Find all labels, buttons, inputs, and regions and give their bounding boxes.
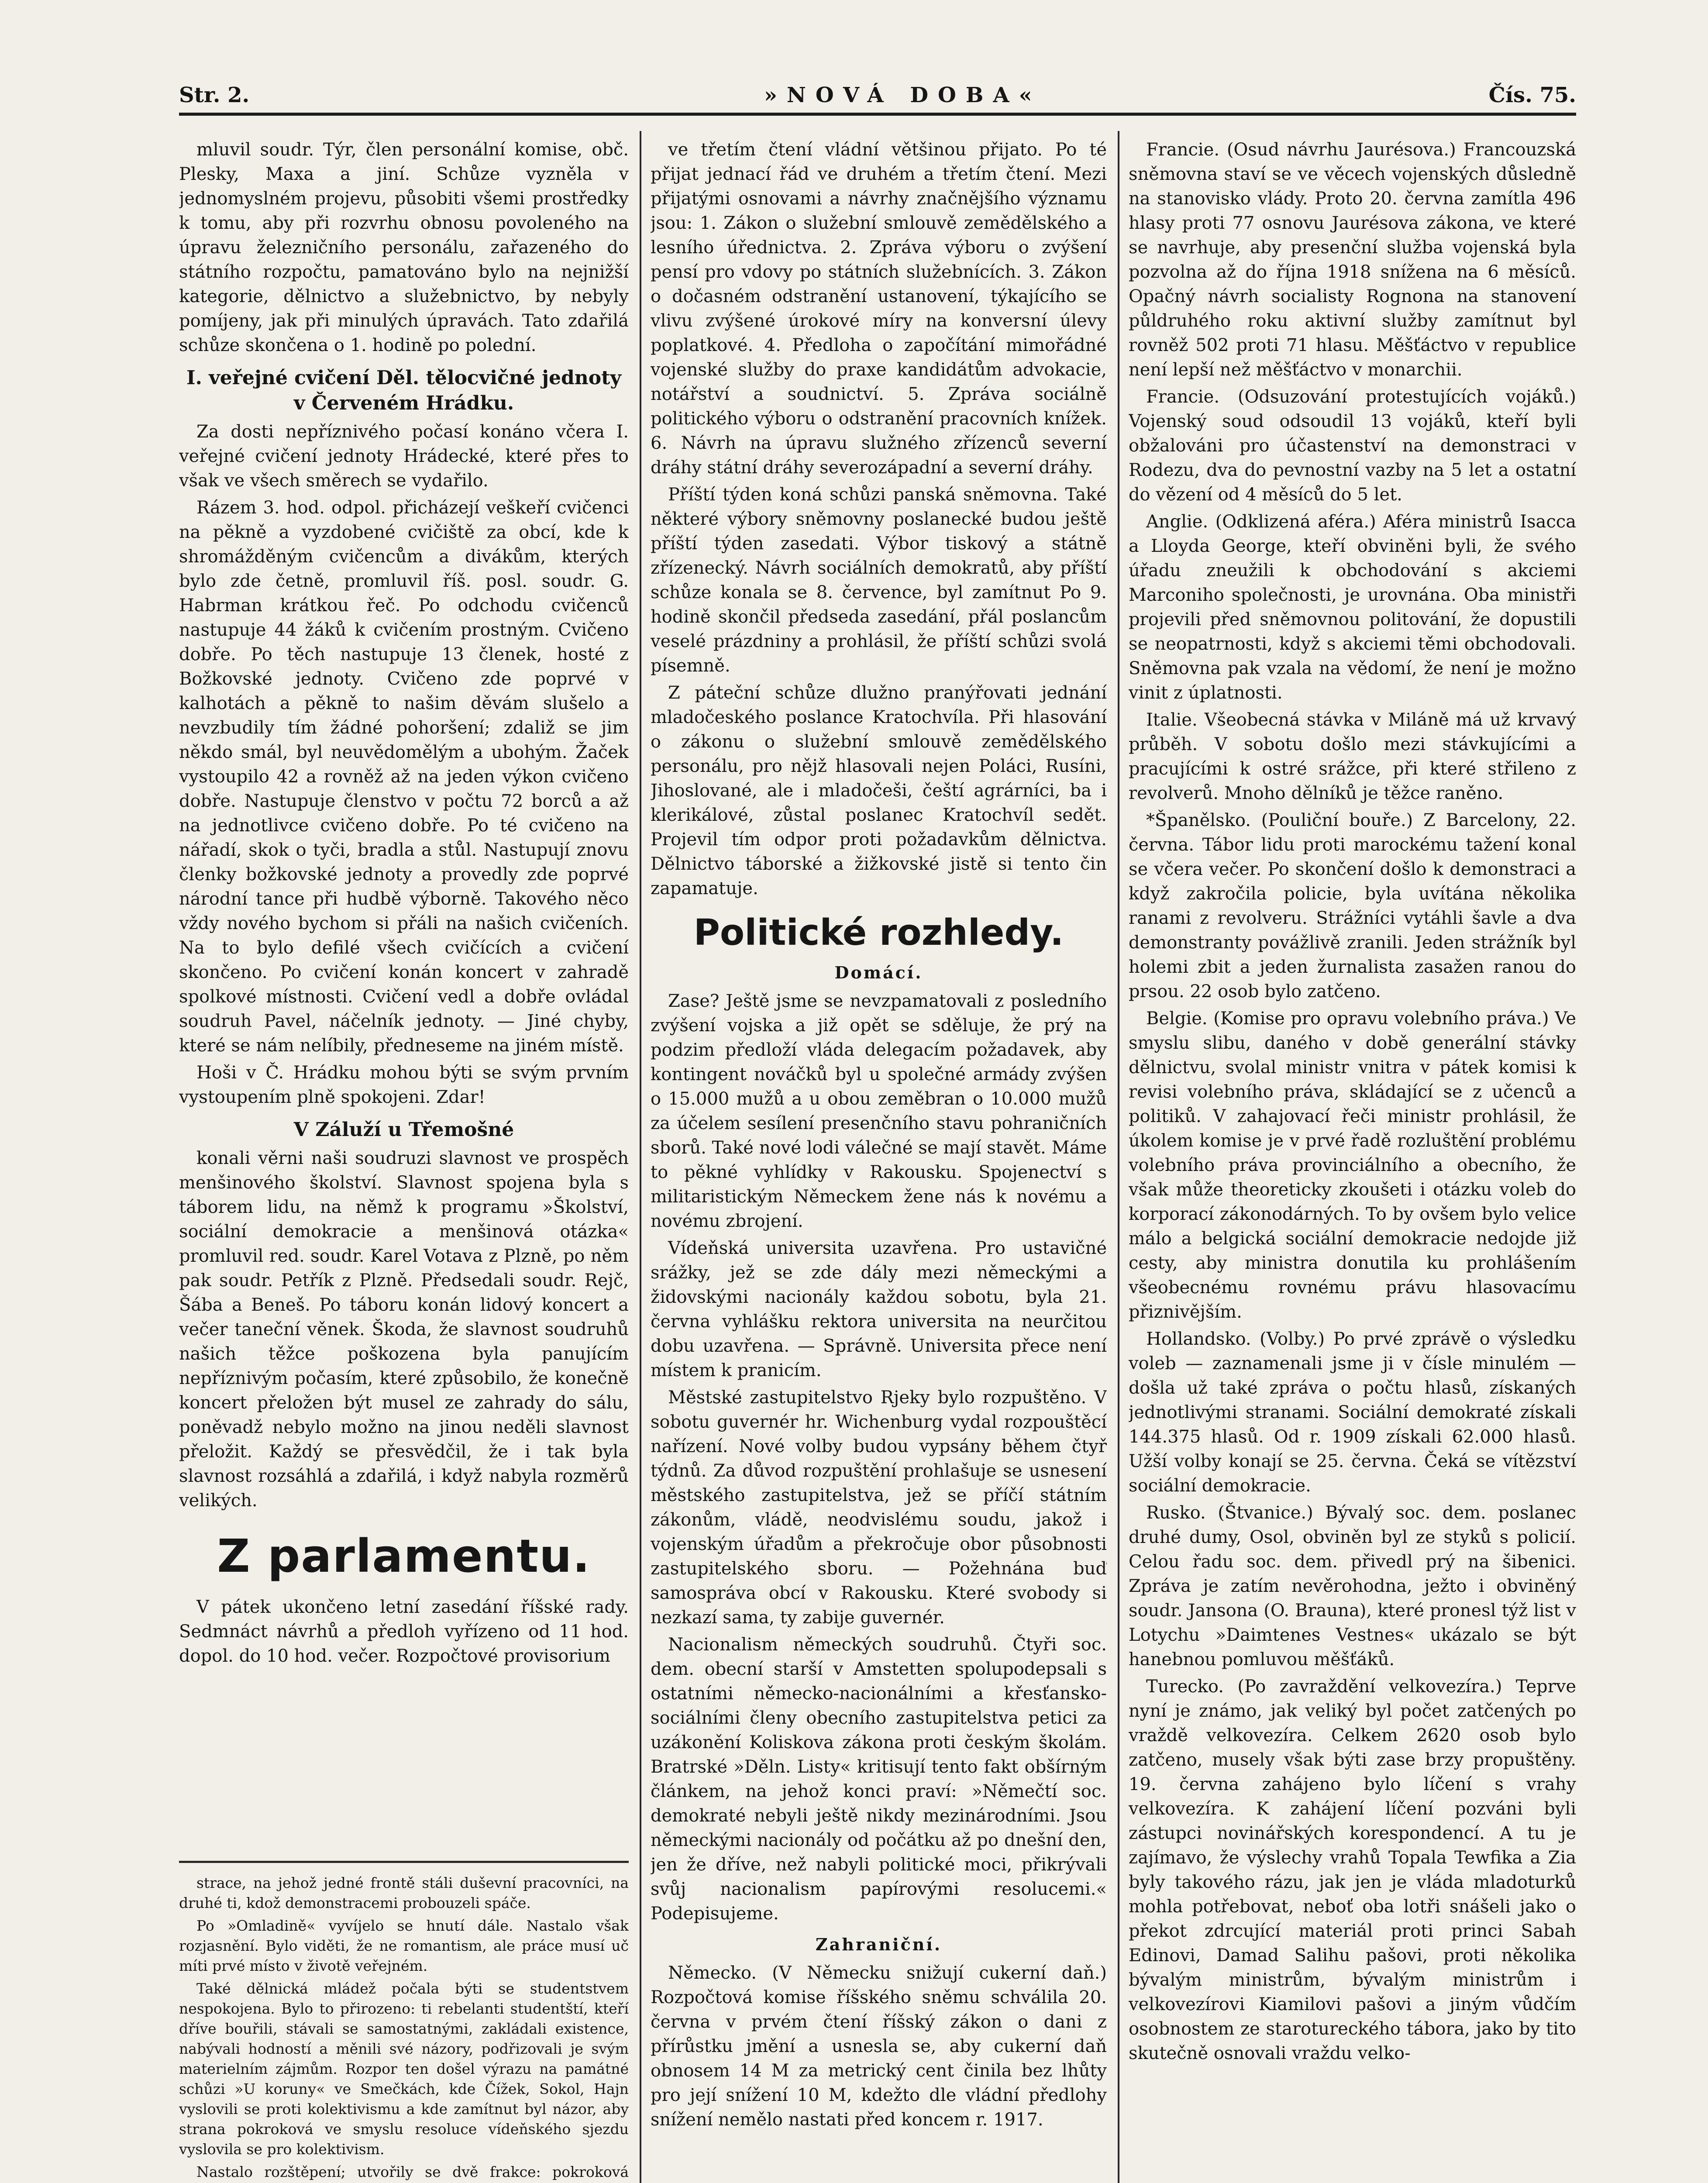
article-paragraph: ve třetím čtení vládní většinou přijato. Po té přijat jednací řád ve druhém a třetím čtení. Mezi přijatými osnovami a návrhy značnějšího významu jsou: 1. Zákon o služební smlouvě zemědělského a lesního úřednictva. 2. Zpráva výboru o zvýšení pensí pro vdovy po státních služebnících. 3. Zákon o dočasném odstranění ustanovení, týkajícího se vlivu zvýšené úrokové míry na konversní úlevy poplatkové. 4. Předloha o započítání mimořádné vojenské služby do praxe kandidátům advokacie, notářství a soudnictví. 5. Zpráva sociálně politického výboru o odstranění pracovních knížek. 6. Návrh na úpravu služného zřízenců severní dráhy státní dráhy severozápadní a severní dráhy. — [651, 140, 1107, 478]
article-paragraph: Vídeňská universita uzavřena. Pro ustavičné srážky, jež se zde dály mezi německými a židovskými nacionály každou sobotu, byla 21. června vyhlášku rektora universita na neurčitou dobu uzavřena. — Správně. Universita přece není místem k pranicím. — [651, 1238, 1107, 1381]
column-right — [1129, 138, 1576, 2183]
article-paragraph: Příští týden koná schůzi panská sněmovna. Také některé výbory sněmovny poslanecké budou ještě příští týden zasedati. Výbor tiskový a státně zřízenecký. Návrh sociálních demokratů, aby příští schůze konala se 8. července, byl zamítnut Po 9. hodině skončil předseda zasedání, přál poslancům veselé prázdniny a prohlásil, že příští schůzi svolá písemně. — [651, 485, 1107, 676]
article-paragraph: Německo. (V Německu snižují cukerní daň.) Rozpočtová komise říšského sněmu schválila 20. června v prvém čtení říšský zákon o dani z přírůstku jmění a usnesla se, aby cukerní daň obnosem 14 M za metrický cent činila bez lhůty pro její snížení 10 M, kdežto dle vládní předlohy snížení nemělo nastati před koncem r. 1917. — [651, 1963, 1107, 2130]
article-paragraph: mluvil soudr. Týr, člen personální komise, obč. Plesky, Maxa a jiní. Schůze vyzněla v jednomyslném projevu, působiti všemi prostředky k tomu, aby při rozvrhu obnosu povoleného na úpravu železničního personálu, zařazeného do státního rozpočtu, pamatováno bylo na nejnižší kategorie, dělnictvo a služebnictvo, by nebyly pomíjeny, jak při minulých úpravách. Tato zdařilá schůze skončena o 1. hodině po polední. — [179, 140, 629, 355]
article-paragraph: Rázem 3. hod. odpol. přicházejí veškeří cvičenci na pěkně a vyzdobené cvičiště za obcí, kde k shromážděným cvičencům a divákům, kterých bylo zde četně, promluvil říš. posl. soudr. G. Habrman krátkou řeč. Po odchodu cvičenců nastupuje 44 žáků k cvičením prostným. Cvičeno dobře. Po těch nastupuje 13 členek, hosté z Božkovské jednoty. Cvičeno zde poprvé v kalhotách a pěkně to našim děvám slušelo a nevzbudily tím žádné pohoršení; zdaliž se jim někdo smál, byl neuvědomělým a ubohým. Žaček vystoupilo 42 a rovněž až na jeden výkon cvičeno dobře. Nastupuje členstvo v počtu 72 borců a až na jednotlivce cvičeno dobře. Po té cvičeno na nářadí, skok o tyči, bradla a stůl. Nastupují znovu členky božkovské jednoty a provedly zde poprvé národní tance při hudbě výborně. Takového něco vždy nového bychom si přáli na našich cvičeních. Na to bylo defilé všech cvičících a cvičení skončeno. Po cvičení konán koncert v zahradě spolkové místnosti. Cvičení vedl a dobře ovládal soudruh Pavel, náčelník jednoty. — Jiné chyby, které se nám nelíbily, předneseme na jiném místě. — [179, 498, 629, 1056]
article-paragraph: Italie. Všeobecná stávka v Miláně má už krvavý průběh. V sobotu došlo mezi stávkujícími a pracujícími k ostré srážce, při které střileno z revolverů. Mnoho dělníků je těžce raněno. — [1129, 710, 1576, 803]
masthead — [179, 79, 1576, 118]
article-paragraph: Nacionalism německých soudruhů. Čtyři soc. dem. obecní starší v Amstetten spolupodepsali s ostatními německo-nacionálními a křesťansko-sociálními členy obecního zastupitelstva petici za uzákonění Koliskova zákona proti českým školám. Bratrské »Děln. Listy« kritisují tento fakt obšírným článkem, na jehož konci praví: »Němečtí soc. demokraté nebyli ještě nikdy mezinárodními. Jsou německými nacionály od počátku až po dnešní den, jen že dříve, než nabyli politické moci, přikrývali svůj nacionalism papírovými resolucemi.« Podepisujeme. — [651, 1635, 1107, 1924]
article-paragraph: Belgie. (Komise pro opravu volebního práva.) Ve smyslu slibu, daného v době generální stávky dělnictvu, svolal ministr vnitra v pátek komisi k revisi volebního práva, skládající se z učenců a politiků. V zahajovací řeči ministr prohlásil, že úkolem komise je v prvé řadě rozluštění problému volebního práva provinciálního a obecního, že však může theoreticky zkoušeti i otázku voleb do korporací zákonodárných. To by ovšem bylo velice málo a belgická sociální demokracie nedojde již cesty, aby ministra donutila ku prohlášením všeobecnému rovnému právu hlasovacímu přiznivějším. — [1129, 1009, 1576, 1322]
article-heading: V Záluží u Třemošné — [293, 1119, 514, 1141]
article-paragraph: Zase? Ještě jsme se nevzpamatovali z posledního zvýšení vojska a již opět se sděluje, že prý na podzim předloží vláda delegacím požadavek, aby kontingent nováčků byl u společné armády zvýšen o 15.000 mužů a u obou zeměbran o 10.000 mužů za účelem sesílení presenčního stavu pohraničních sborů. Také nové lodi válečné se mají stavět. Máme to pěkné vyhlídky v Rakousku. Spojenectví s militaristickým Německem žene nás k novému a novému zbrojení. — [651, 991, 1107, 1231]
article-paragraph: Nastalo rozštěpení; utvořily se dvě frakce: pokroková — [196, 2163, 629, 2180]
article-paragraph: *Španělsko. (Pouliční bouře.) Z Barcelony, 22. června. Tábor lidu proti marockému tažení konal se včera večer. Po skončení došlo k demonstraci a když zakročila policie, byla uvítána několika ranami z revolveru. Strážníci vytáhli šavle a dva demonstranty povážlivě zranili. Jeden strážník byl holemi zbit a jeden žurnalista zasažen ranou do prsou. 22 osob bylo zatčeno. — [1129, 810, 1576, 1002]
article-paragraph: Francie. (Odsuzování protestujících vojáků.) Vojenský soud odsoudil 13 vojáků, kteří byli obžalováni pro účastenství na demonstraci v Rodezu, dva do pevnostní vazby na 5 let a ostatní do vězení od 4 měsíců do 5 let. — [1129, 387, 1576, 505]
article-paragraph: Rusko. (Štvanice.) Bývalý soc. dem. poslanec druhé dumy, Osol, obviněn byl ze styků s policií. Celou řadu soc. dem. přivedl prý na šibenici. Zpráva je zatím nevěrohodna, ježto i obviněný soudr. Jansona (O. Brauna), které pronesl týž list v Lotychu »Daimtenes Vestnes« ukázalo se být hanebnou pomluvou měšťáků. — [1129, 1503, 1576, 1670]
section-rule — [179, 1861, 629, 1863]
article-paragraph: Francie. (Osud návrhu Jaurésova.) Francouzská sněmovna staví se ve věcech vojenských důsledně na stanovisko vlády. Proto 20. června zamítla 496 hlasy proti 77 osnovu Jaurésova zákona, ve které se navrhuje, aby presenční služba vojenská byla pozvolna až do října 1918 snížena na 6 měsíců. Opačný návrh socialisty Rognona na stanovení půldruhého roku aktivní služby zamítnut byl rovněž 502 proti 71 hlasu. Měšťáctvo v republice není lepší než měšťáctvo v monarchii. — [1129, 140, 1576, 380]
article-paragraph: Hollandsko. (Volby.) Po prvé zprávě o výsledku voleb — zaznamenali jsme ji v čísle minulém — došla už také zpráva o počtu hlasů, získaných jednotlivými stranami. Sociální demokraté získali 144.375 hlasů. Od r. 1909 získali 62.000 hlasů. Užší volby konají se 25. června. Čeká se vítězství sociální demokracie. — [1129, 1329, 1576, 1496]
article-paragraph: konali věrni naši soudruzi slavnost ve prospěch menšinového školství. Slavnost spojena byla s táborem lidu, na němž k programu »Školství, sociální demokracie a menšinová otázka« promluvil red. soudr. Karel Votava z Plzně, po něm pak soudr. Petřík z Plzně. Předsedali soudr. Rejč, Šába a Beneš. Po táboru konán lidový koncert a večer taneční věnek. Škoda, že slavnost soudruhů našich těžce poškozena byla panujícím nepříznivým počasím, které způsobilo, že konečně koncert přeložen být musel ze zahrady do sálu, poněvadž nebylo možno na jinou neděli slavnost přeložit. Každý se přesvědčil, že i tak byla slavnost rozsáhlá a zdařilá, i když nabyla rozměrů velikých. — [179, 1148, 629, 1511]
article-paragraph: V pátek ukončeno letní zasedání říšské rady. Sedmnáct návrhů a předloh vyřízeno od 11 hod. dopol. do 10 hod. večer. Rozpočtové provisorium — [179, 1597, 629, 1666]
subsection-heading: Domácí. — [834, 963, 923, 982]
article-paragraph: strace, na jehož jedné frontě stáli duševní pracovníci, na druhé ti, kdož demonstracemi probouzeli spáče. — [179, 1874, 629, 1911]
section-heading: Z parlamentu. — [217, 1529, 591, 1583]
article-paragraph: Anglie. (Odklizená aféra.) Aféra ministrů Isacca a Lloyda George, kteří obviněni byli, že svého úřadu zneužili k obchodování s akciemi Marconiho společnosti, je urovnána. Oba ministři projevili před sněmovnou politování, že dopustili se neopatrnosti, když s akciemi těmi obchodovali. Sněmovna pak vzala na vědomí, že není je možno vinit z úplatnosti. — [1129, 512, 1576, 703]
column-middle — [651, 138, 1107, 2183]
page-number: Str. 2. — [179, 83, 250, 107]
column-left-feuilleton — [179, 1873, 629, 2183]
column-divider — [640, 131, 641, 2183]
article-paragraph: Turecko. (Po zavraždění velkovezíra.) Teprve nyní je známo, jak veliký byl počet zatčených po vraždě velkovezíra. Celkem 2620 osob bylo zatčeno, musely však býti zase brzy propuštěny. 19. června zahájeno bylo líčení s vrahy velkovezíra. K zahájení líčení pozváni byli zástupci novinářských korespondencí. A tu je zajímavo, že výslechy vrahů Topala Tewfika a Zia byly takového rázu, jak jen je vláda mladoturků mohla potřebovat, neboť oba lotři snášeli jako o překot zdrcující materiál proti princi Sabah Edinovi, Damad Salihu pašovi, proti několika bývalým ministrům, bývalým ministrům i velkovezírovi Kiamilovi pašovi a jiným vůdčím osobnostem ze starotureckého tábora, jako by tito skutečně osnovali vraždu velko- — [1129, 1677, 1576, 2063]
article-paragraph: Za dosti nepříznivého počasí konáno včera I. veřejné cvičení jednoty Hrádecké, které přes to však ve všech směrech se vydařilo. — [179, 422, 629, 491]
subsection-heading: Zahraniční. — [815, 1935, 942, 1954]
issue-number: Čís. 75. — [1488, 83, 1576, 107]
section-heading: Politické rozhledy. — [693, 912, 1064, 954]
article-paragraph: Městské zastupitelstvo Rjeky bylo rozpuštěno. V sobotu guvernér hr. Wichenburg vydal rozpouštěcí nařízení. Nové volby budou vypsány během čtyř týdnů. Za důvod rozpuštění prohlašuje se usnesení městského zastupitelstva, jež se příčí státním zákonům, vládě, neodvislému soudu, jakož i vojenským úřadům a překročuje obor působnosti zastupitelského sboru. — Požehnána buď samospráva obcí v Rakousku. Které svobody si nezkazí sama, ty zabije guvernér. — [651, 1388, 1107, 1628]
header-rule — [179, 113, 1576, 116]
article-paragraph: Po »Omladině« vyvíjelo se hnutí dále. Nastalo však rozjasnění. Bylo viděti, že ne romantism, ale práce musí uč míti prvé místo v životě veřejném. — [179, 1917, 629, 1974]
column-divider — [1118, 131, 1119, 2183]
article-heading: I. veřejné cvičení Děl. tělocvičné jednoty v Červeném Hrádku. — [186, 367, 621, 414]
article-paragraph: Hoši v Č. Hrádku mohou býti se svým prvním vystoupením plně spokojeni. Zdar! — [179, 1063, 629, 1107]
newspaper-title: »NOVÁ DOBA« — [764, 83, 1042, 107]
column-left — [179, 138, 629, 1749]
article-paragraph: Z páteční schůze dlužno pranýřovati jednání mladočeského poslance Kratochvíla. Při hlasování o zákonu o služební smlouvě zemědělského personálu, pro nějž hlasovali nejen Poláci, Rusíni, Jihoslované, ale i mladočeši, čeští agrárníci, ba i klerikálové, zůstal poslanec Kratochvíl sedět. Projevil tím odpor proti požadavkům dělnictva. Dělnictvo táborské a žižkovské jistě si tento čin zapamatuje. — [651, 683, 1107, 899]
article-paragraph: Také dělnická mládež počala býti se studentstvem nespokojena. Bylo to přirozeno: ti rebelanti studentští, kteří dříve bouřili, stávali se samostatnými, zakládali existence, nabývali hodností a měnili své názory, podřizovali je svým materielním zájmům. Rozpor ten došel výrazu na památné schůzi »U korunу« ve Smečkách, kde Čížek, Sokol, Hajn vyslovili se proti kolektivismu a kde zamítnut byl názor, aby strana pokroková ve smyslu resoluce vídeňského sjezdu vyslovila se pro kolektivism. — [179, 1980, 629, 2158]
